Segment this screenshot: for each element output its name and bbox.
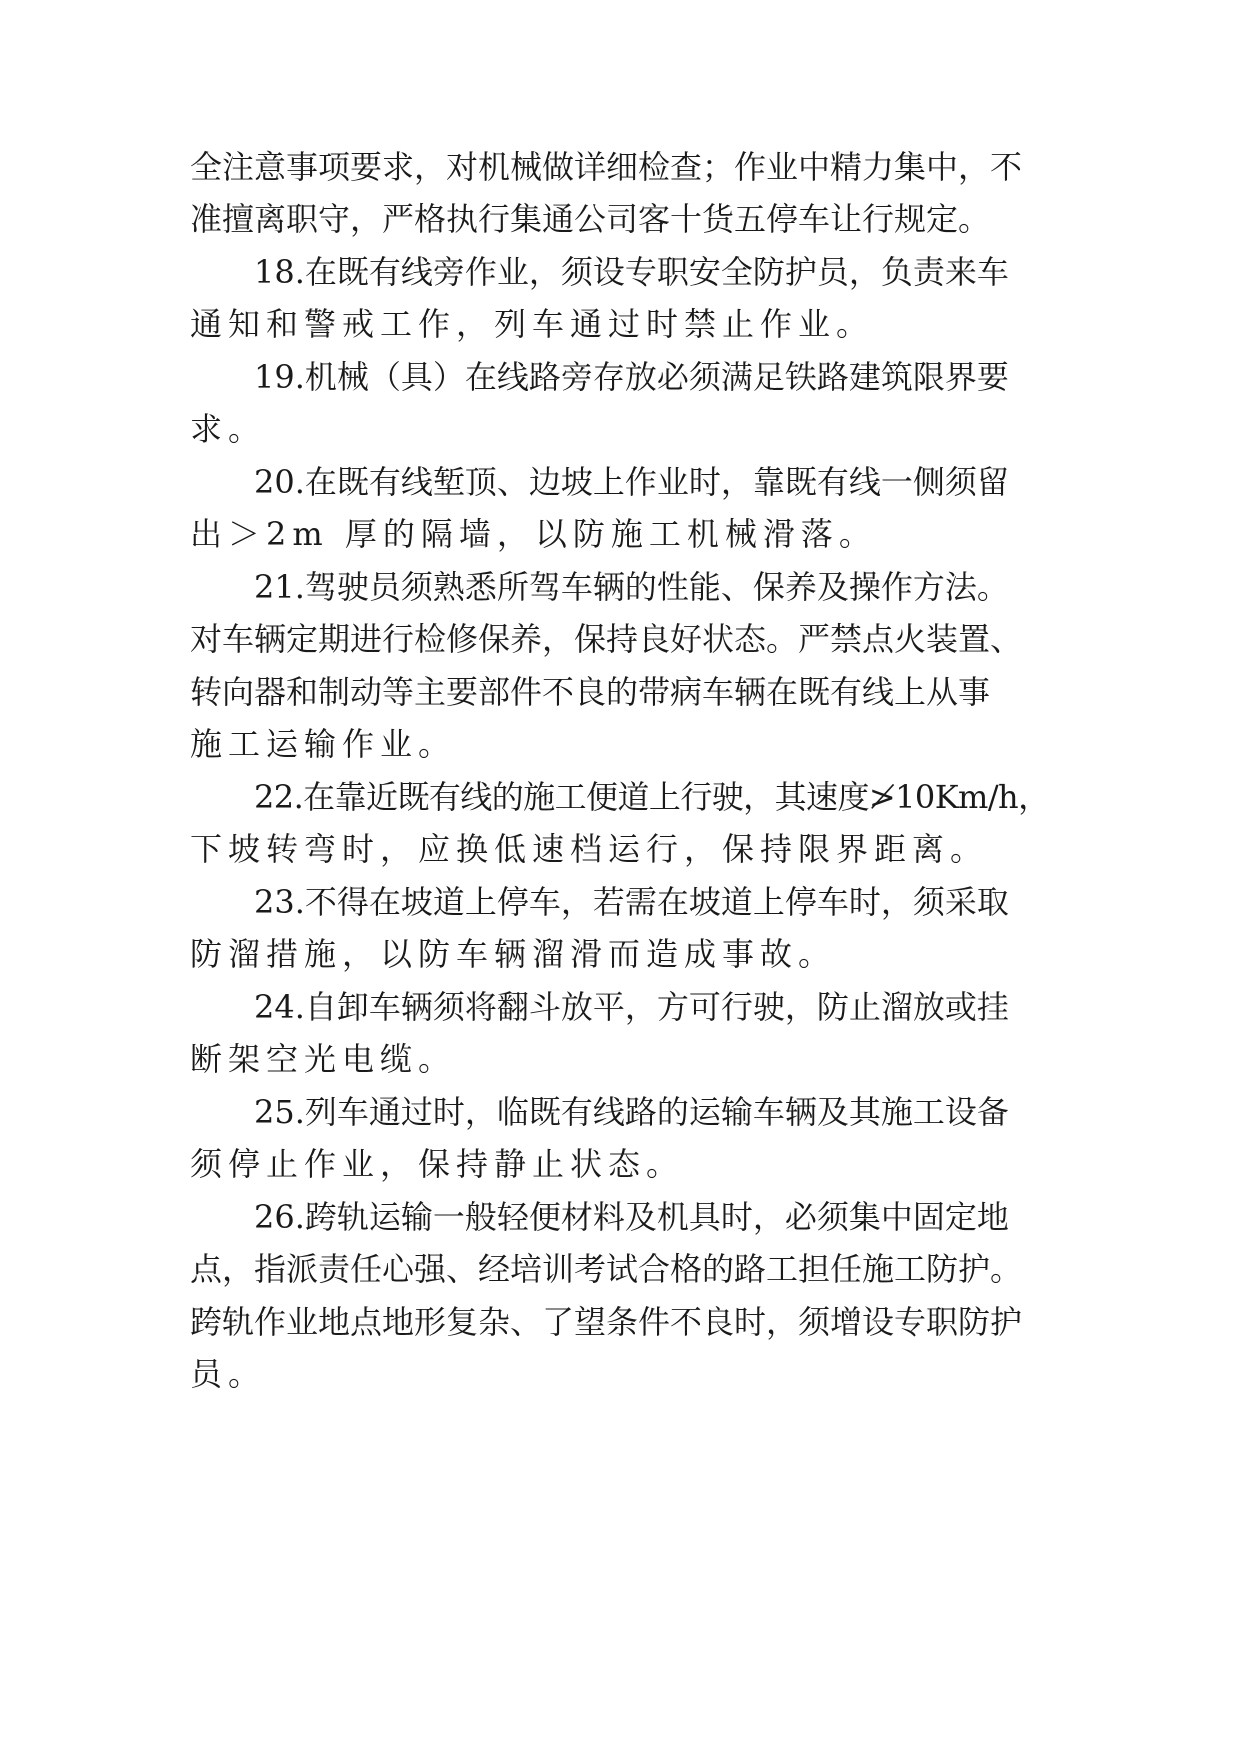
text-line: 通知和警戒工作，列车通过时禁止作业。 <box>190 305 875 343</box>
text-line: 18.在既有线旁作业，须设专职安全防护员，负责来车 <box>254 253 1009 291</box>
text-line: 防溜措施，以防车辆溜滑而造成事故。 <box>190 935 837 973</box>
text-line: 25.列车通过时，临既有线路的运输车辆及其施工设备 <box>254 1093 1009 1131</box>
text-line: 点，指派责任心强、经培训考试合格的路工担任施工防护。 <box>190 1250 1023 1288</box>
text-line: 转向器和制动等主要部件不良的带病车辆在既有线上从事 <box>190 673 991 711</box>
text-line: 施工运输作业。 <box>190 725 457 763</box>
text-line: 下坡转弯时，应换低速档运行，保持限界距离。 <box>190 830 989 868</box>
text-line: 全注意事项要求，对机械做详细检查；作业中精力集中，不 <box>190 148 1023 186</box>
text-line: 须停止作业，保持静止状态。 <box>190 1145 685 1183</box>
text-line: 21.驾驶员须熟悉所驾车辆的性能、保养及操作方法。 <box>254 568 1009 606</box>
text-line: 求。 <box>190 410 267 448</box>
text-line: 19.机械（具）在线路旁存放必须满足铁路建筑限界要 <box>254 358 1009 396</box>
text-line: 出＞2m 厚的隔墙，以防施工机械滑落。 <box>190 515 877 553</box>
text-line: 23.不得在坡道上停车，若需在坡道上停车时，须采取 <box>254 883 1009 921</box>
text-line: 26.跨轨运输一般轻便材料及机具时，必须集中固定地 <box>254 1198 1009 1236</box>
text-line: 20.在既有线堑顶、边坡上作业时，靠既有线一侧须留 <box>254 463 1009 501</box>
text-line: 跨轨作业地点地形复杂、了望条件不良时，须增设专职防护 <box>190 1303 1023 1341</box>
text-line: 准擅离职守，严格执行集通公司客十货五停车让行规定。 <box>190 200 991 238</box>
text-line: 22.在靠近既有线的施工便道上行驶，其速度≯10Km/h， <box>254 778 1050 816</box>
text-line: 对车辆定期进行检修保养，保持良好状态。严禁点火装置、 <box>190 620 1023 658</box>
text-line: 24.自卸车辆须将翻斗放平，方可行驶，防止溜放或挂 <box>254 988 1009 1026</box>
text-line: 员。 <box>190 1355 267 1393</box>
text-line: 断架空光电缆。 <box>190 1040 457 1078</box>
